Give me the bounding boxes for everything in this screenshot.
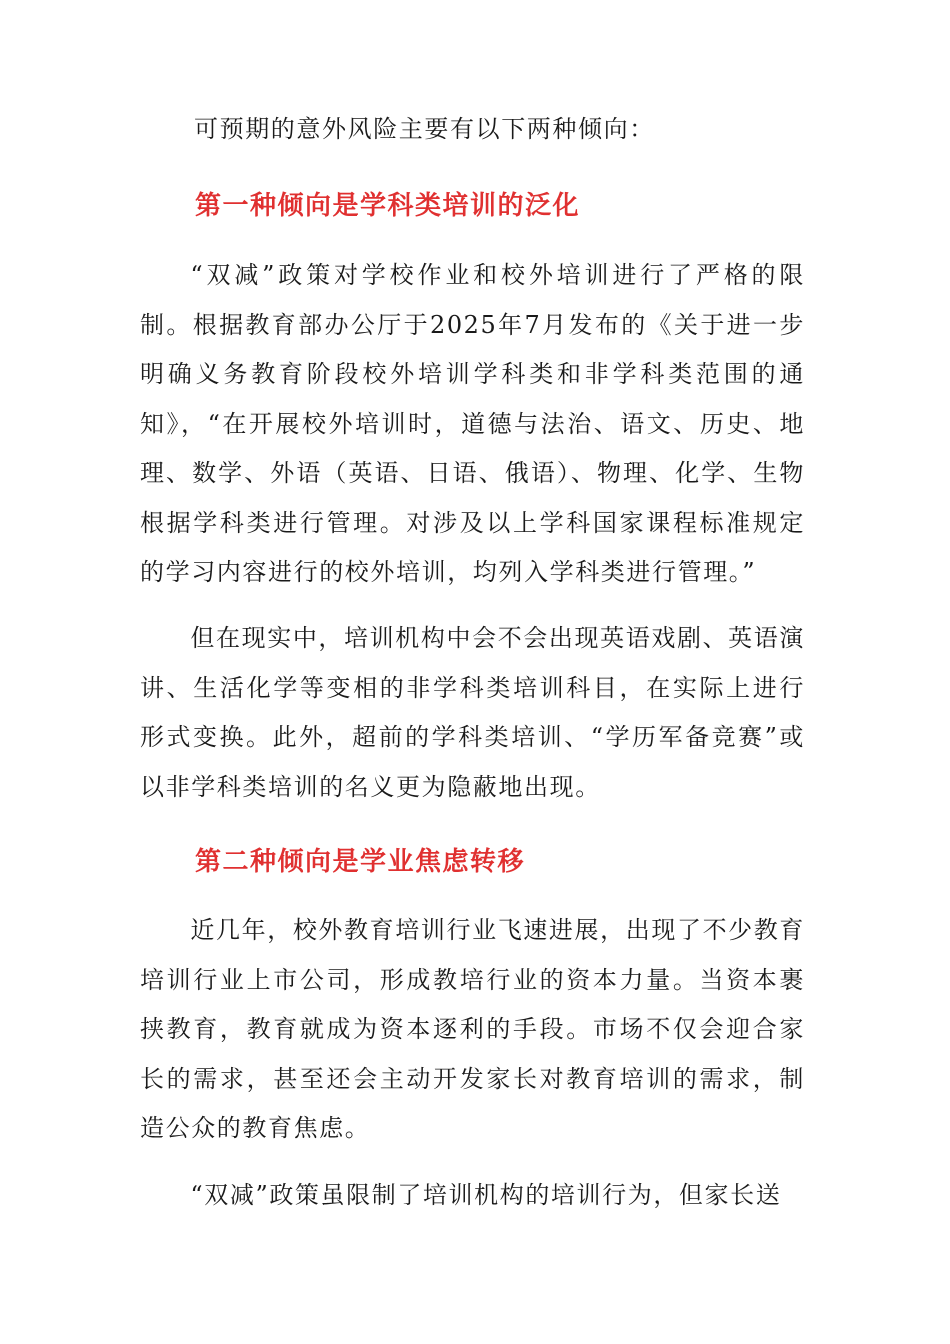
body-paragraph-2: 但在现实中，培训机构中会不会出现英语戏剧、英语演讲、生活化学等变相的非学科类培训科目，在实际上进行形式变换。此外，超前的学科类培训、“学历军备竞赛”或以非学科类培训的名义更为隐蔽地出现。 (140, 624, 805, 801)
section-heading-1: 第一种倾向是学科类培训的泛化 (195, 191, 581, 221)
section-heading-2: 第二种倾向是学业焦虑转移 (195, 847, 526, 877)
body-paragraph-1: “双减”政策对学校作业和校外培训进行了严格的限制。根据教育部办公厅于2025年7月发布的《关于进一步明确义务教育阶段校外培训学科类和非学科类范围的通知》，“在开展校外培训时，道德与法治、语文、历史、地理、数学、外语（英语、日语、俄语）、物理、化学、生物根据学科类进行管理。对涉及以上学科国家课程标准规定的学习内容进行的校外培训，均列入学科类进行管理。” (140, 261, 805, 586)
body-paragraph-3: 近几年，校外教育培训行业飞速进展，出现了不少教育培训行业上市公司，形成教培行业的资本力量。当资本裹挟教育，教育就成为资本逐利的手段。市场不仅会迎合家长的需求，甚至还会主动开发家长对教育培训的需求，制造公众的教育焦虑。 (140, 916, 805, 1142)
intro-paragraph: 可预期的意外风险主要有以下两种倾向： (194, 115, 655, 143)
body-paragraph-4: “双减”政策虽限制了培训机构的培训行为，但家长送 (190, 1181, 782, 1209)
